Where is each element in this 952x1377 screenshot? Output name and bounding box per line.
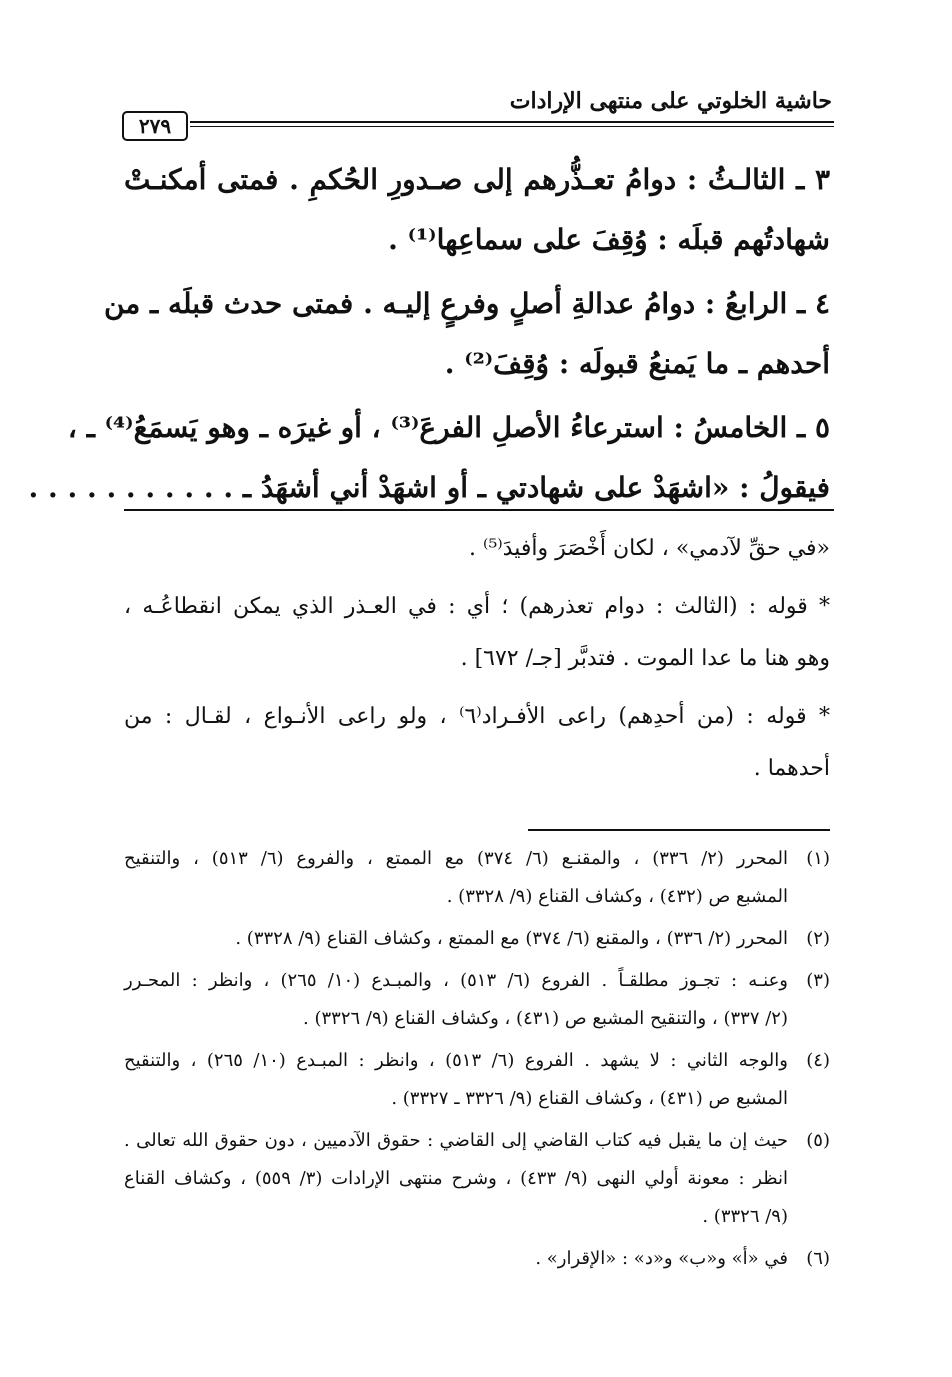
header-rule xyxy=(190,121,834,123)
footnote-line: حيث إن ما يقبل فيه كتاب القاضي إلى القاضي : حقوق الآدميين ، دون حقوق الله تعالى . xyxy=(124,1130,788,1151)
footnote-line: وعنـه : تجـوز مطلقـاً . الفروع (٦/ ٥١٣) ، والمبـدع (١٠/ ٢٦٥) ، وانظر : المحـرر xyxy=(124,970,788,991)
commentary-line: «في حقِّ لآدمي» ، لكان أَخْصَرَ وأفيدَ⁽⁵⁾ . xyxy=(469,536,830,561)
footnote-line: المشبع ص (٤٣٢) ، وكشاف القناع (٩/ ٣٣٢٨) . xyxy=(446,886,788,907)
footnote-line: (٩/ ٣٣٢٦) . xyxy=(702,1206,788,1227)
footnote-number: (٦) xyxy=(806,1248,830,1269)
footnote xyxy=(124,1122,830,1236)
footnote-separator xyxy=(528,829,830,831)
commentary xyxy=(124,523,830,795)
footnote-line: في «أ» و«ب» و«د» : «الإقرار» . xyxy=(535,1248,788,1269)
footnote-line: المشبع ص (٤٣١) ، وكشاف القناع (٩/ ٣٣٢٦ ـ ٣٣٢٧) . xyxy=(391,1088,788,1109)
main-line: فيقولُ : «اشهَدْ على شهادتي ـ أو اشهَدْ أني أشهَدُ ـ . . . . . . . . . . . xyxy=(28,471,830,504)
footnote xyxy=(124,840,830,916)
page-number-box: ٢٧٩ xyxy=(122,111,188,141)
main-line: ٣ ـ الثالـثُ : دوامُ تعـذُّرهم إلى صـدورِ الحُكمِ . فمتى أمكنـتْ xyxy=(124,163,830,196)
footnote-line: (٢/ ٣٣٧) ، والتنقيح المشبع ص (٤٣١) ، وكشاف القناع (٩/ ٣٣٢٦) . xyxy=(303,1008,788,1029)
footnote-number: (٤) xyxy=(806,1050,830,1071)
footnote-line: انظر : معونة أولي النهى (٩/ ٤٣٣) ، وشرح منتهى الإرادات (٣/ ٥٥٩) ، وكشاف القناع xyxy=(124,1168,788,1189)
footnote-line: المحرر (٢/ ٣٣٦) ، والمقنـع (٦/ ٣٧٤) مع الممتع ، والفروع (٦/ ٥١٣) ، والتنقيح xyxy=(124,848,788,869)
footnote xyxy=(124,1240,830,1278)
footnote xyxy=(124,920,830,958)
footnote-line: المحرر (٢/ ٣٣٦) ، والمقنع (٦/ ٣٧٤) مع الممتع ، وكشاف القناع (٩/ ٣٣٢٨) . xyxy=(235,928,788,949)
footnote xyxy=(124,962,830,1038)
main-line: شهادتُهم قبلَه : وُقِفَ على سماعِها⁽¹⁾ . xyxy=(388,223,830,256)
footnote-number: (١) xyxy=(806,848,830,869)
commentary-line: وهو هنا ما عدا الموت . فتدبَّر [جـ/ ٦٧٢] . xyxy=(460,646,830,671)
footnotes xyxy=(124,840,830,1282)
footnote-number: (٣) xyxy=(806,970,830,991)
main-line: أحدهم ـ ما يَمنعُ قبولَه : وُقِفَ⁽²⁾ . xyxy=(444,347,830,380)
footnote-number: (٢) xyxy=(806,928,830,949)
commentary-line: * قوله : (من أحدِهم) راعى الأفـراد⁽٦⁾ ، ولو راعى الأنـواع ، لقـال : من xyxy=(124,704,830,729)
text-commentary-divider xyxy=(124,509,834,511)
main-line: ٤ ـ الرابعُ : دوامُ عدالةِ أصلٍ وفرعٍ إليـه . فمتى حدث قبلَه ـ من xyxy=(103,287,830,320)
footnote-line: والوجه الثاني : لا يشهد . الفروع (٦/ ٥١٣) ، وانظر : المبـدع (١٠/ ٢٦٥) ، والتنقيح xyxy=(124,1050,788,1071)
header-rule-thin xyxy=(190,126,834,127)
commentary-line: * قوله : (الثالث : دوام تعذرهم) ؛ أي : في العـذر الذي يمكن انقطاعُـه ، xyxy=(124,594,830,619)
running-title: حاشية الخلوتي على منتهى الإرادات xyxy=(509,88,832,114)
main-text xyxy=(28,150,830,518)
footnote xyxy=(124,1042,830,1118)
footnote-number: (٥) xyxy=(806,1130,830,1151)
commentary-line: أحدهما . xyxy=(753,756,830,781)
main-line: ٥ ـ الخامسُ : استرعاءُ الأصلِ الفرعَ⁽³⁾ ، أو غيرَه ـ وهو يَسمَعُ⁽⁴⁾ ـ ، xyxy=(67,411,830,444)
